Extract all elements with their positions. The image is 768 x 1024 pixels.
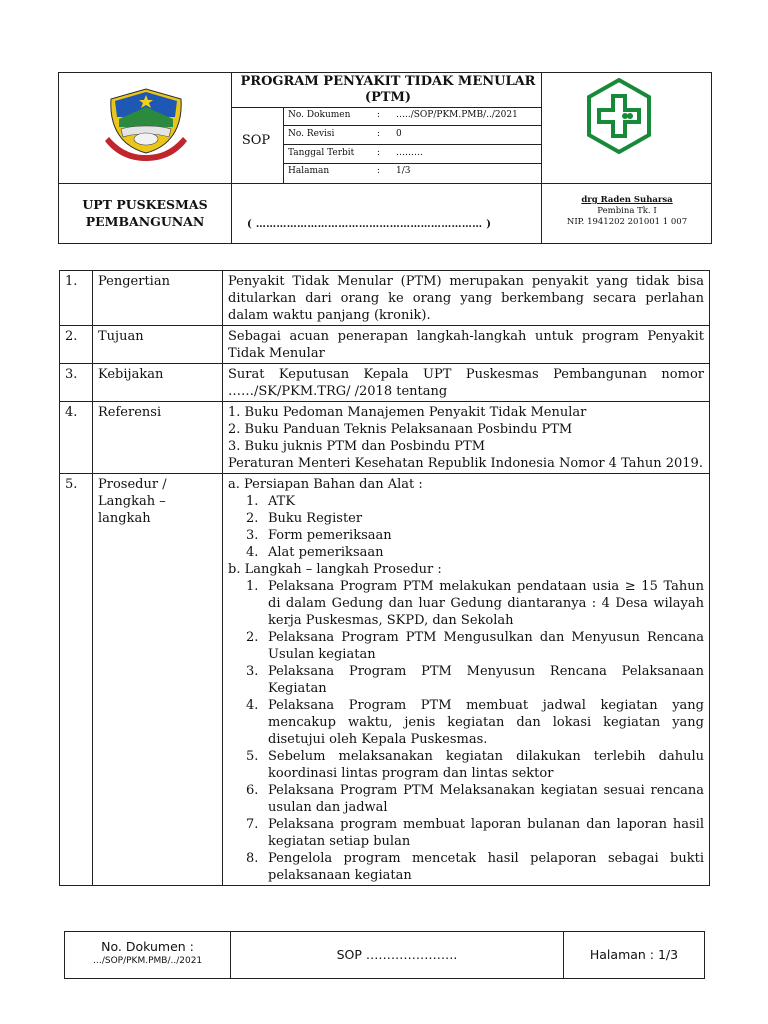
footer-sop-text: SOP …………………. <box>336 947 458 962</box>
reference-item: 2. Buku Panduan Teknis Pelaksanaan Posbindu PTM <box>228 422 573 437</box>
item-number: 7. <box>246 817 259 832</box>
meta-value: …../SOP/PKM.PMB/../2021 <box>396 110 518 120</box>
meta-value: ……… <box>396 148 423 158</box>
table-row <box>60 271 710 326</box>
list-item <box>246 748 704 782</box>
sop-label: SOP <box>241 133 271 148</box>
item-text: ATK <box>268 494 296 509</box>
footer-doc-number <box>65 932 230 978</box>
meta-value: 0 <box>396 129 402 139</box>
meta-label: Tanggal Terbit <box>288 148 355 158</box>
item-number: 4. <box>246 545 259 560</box>
procedure-part-b-list <box>228 578 704 884</box>
signer-name: drg Raden Suharsa <box>581 195 673 205</box>
list-item <box>246 629 704 663</box>
row-number: 2. <box>60 326 93 364</box>
procedure-part-a-title: a. Persiapan Bahan dan Alat : <box>228 477 423 492</box>
row-label: Referensi <box>93 402 223 474</box>
title-line-1: PROGRAM PENYAKIT TIDAK MENULAR <box>240 74 536 89</box>
org-line-2: PEMBANGUNAN <box>85 214 205 229</box>
item-number: 3. <box>246 664 259 679</box>
row-content: Penyakit Tidak Menular (PTM) merupakan penyakit yang tidak bisa ditularkan dari orang ke orang yang berkembang secara perlahan dalam waktu panjang (kronik). <box>223 271 710 326</box>
signer-rank: Pembina Tk. I <box>597 206 657 216</box>
item-text: Pelaksana Program PTM Melaksanakan kegiatan sesuai rencana usulan dan jadwal <box>268 783 704 815</box>
sop-content-table <box>59 270 710 886</box>
item-number: 6. <box>246 783 259 798</box>
item-text: Form pemeriksaan <box>268 528 392 543</box>
signer-block <box>541 195 713 228</box>
row-number: 5. <box>60 474 93 886</box>
item-number: 1. <box>246 494 259 509</box>
list-item <box>246 850 704 884</box>
regency-emblem-logo <box>103 81 189 163</box>
item-text: Pelaksana program membuat laporan bulanan dan laporan hasil kegiatan setiap bulan <box>268 817 704 849</box>
meta-value: 1/3 <box>396 166 411 176</box>
row-number: 1. <box>60 271 93 326</box>
reference-extra: Peraturan Menteri Kesehatan Republik Indonesia Nomor 4 Tahun 2019. <box>228 456 703 471</box>
row-label: Pengertian <box>93 271 223 326</box>
item-number: 5. <box>246 749 259 764</box>
meta-sep: : <box>377 110 381 120</box>
row-label: Kebijakan <box>93 364 223 402</box>
meta-label: No. Revisi <box>288 129 335 139</box>
table-row <box>60 402 710 474</box>
table-row <box>60 364 710 402</box>
item-text: Sebelum melaksanakan kegiatan dilakukan terlebih dahulu koordinasi lintas program dan lintas sektor <box>268 749 704 781</box>
item-number: 2. <box>246 630 259 645</box>
sop-header <box>58 72 712 244</box>
table-row <box>60 326 710 364</box>
meta-label: No. Dokumen <box>288 110 351 120</box>
item-number: 3. <box>246 528 259 543</box>
list-item <box>246 510 704 527</box>
org-line-1: UPT PUSKESMAS <box>82 197 208 212</box>
item-text: Pelaksana Program PTM Mengusulkan dan Menyusun Rencana Usulan kegiatan <box>268 630 704 662</box>
item-number: 2. <box>246 511 259 526</box>
item-text: Alat pemeriksaan <box>268 545 384 560</box>
table-row <box>60 474 710 886</box>
procedure-part-b-title: b. Langkah – langkah Prosedur : <box>228 562 442 577</box>
signer-nip: NIP. 1941202 201001 1 007 <box>566 217 688 227</box>
meta-sep: : <box>377 148 381 158</box>
list-item <box>246 544 704 561</box>
meta-sep: : <box>377 129 381 139</box>
item-number: 4. <box>246 698 259 713</box>
list-item <box>246 816 704 850</box>
reference-item: 1. Buku Pedoman Manajemen Penyakit Tidak Menular <box>228 405 587 420</box>
list-item <box>246 663 704 697</box>
row-content <box>223 402 710 474</box>
row-number: 3. <box>60 364 93 402</box>
footer-doc-value: …/SOP/PKM.PMB/../2021 <box>92 956 203 966</box>
procedure-part-a-list <box>228 493 704 561</box>
item-text: Pelaksana Program PTM melakukan pendataan usia ≥ 15 Tahun di dalam Gedung dan luar Gedung diantaranya : 4 Desa wilayah kerja Puskesmas, SKPD, dan Sekolah <box>268 579 704 628</box>
row-label: Tujuan <box>93 326 223 364</box>
organization-name <box>59 196 231 230</box>
list-item <box>246 493 704 510</box>
footer-doc-label: No. Dokumen : <box>101 939 194 954</box>
row-label: Prosedur / Langkah – langkah <box>93 474 223 886</box>
row-number: 4. <box>60 402 93 474</box>
puskesmas-green-cross-logo <box>586 78 652 154</box>
signature-line: ( ………………………………………………………… ) <box>247 219 492 230</box>
document-title <box>234 74 542 106</box>
item-number: 8. <box>246 851 259 866</box>
title-line-2: (PTM) <box>364 90 412 105</box>
meta-sep: : <box>377 166 381 176</box>
item-text: Buku Register <box>268 511 363 526</box>
item-text: Pelaksana Program PTM Menyusun Rencana Pelaksanaan Kegiatan <box>268 664 704 696</box>
item-text: Pelaksana Program PTM membuat jadwal kegiatan yang mencakup waktu, jenis kegiatan dan lokasi kegiatan yang disetujui oleh Kepala Puskesmas. <box>268 698 704 747</box>
item-text: Pengelola program mencetak hasil pelaporan sebagai bukti pelaksanaan kegiatan <box>268 851 704 883</box>
reference-item: 3. Buku juknis PTM dan Posbindu PTM <box>228 439 486 454</box>
list-item <box>246 782 704 816</box>
sop-footer <box>64 931 705 979</box>
footer-page-number: Halaman : 1/3 <box>589 947 679 962</box>
meta-label: Halaman <box>288 166 330 176</box>
row-content <box>223 474 710 886</box>
row-content: Surat Keputusan Kepala UPT Puskesmas Pembangunan nomor ……/SK/PKM.TRG/ /2018 tentang <box>223 364 710 402</box>
list-item <box>246 578 704 629</box>
item-number: 1. <box>246 579 259 594</box>
list-item <box>246 697 704 748</box>
row-content: Sebagai acuan penerapan langkah-langkah untuk program Penyakit Tidak Menular <box>223 326 710 364</box>
list-item <box>246 527 704 544</box>
